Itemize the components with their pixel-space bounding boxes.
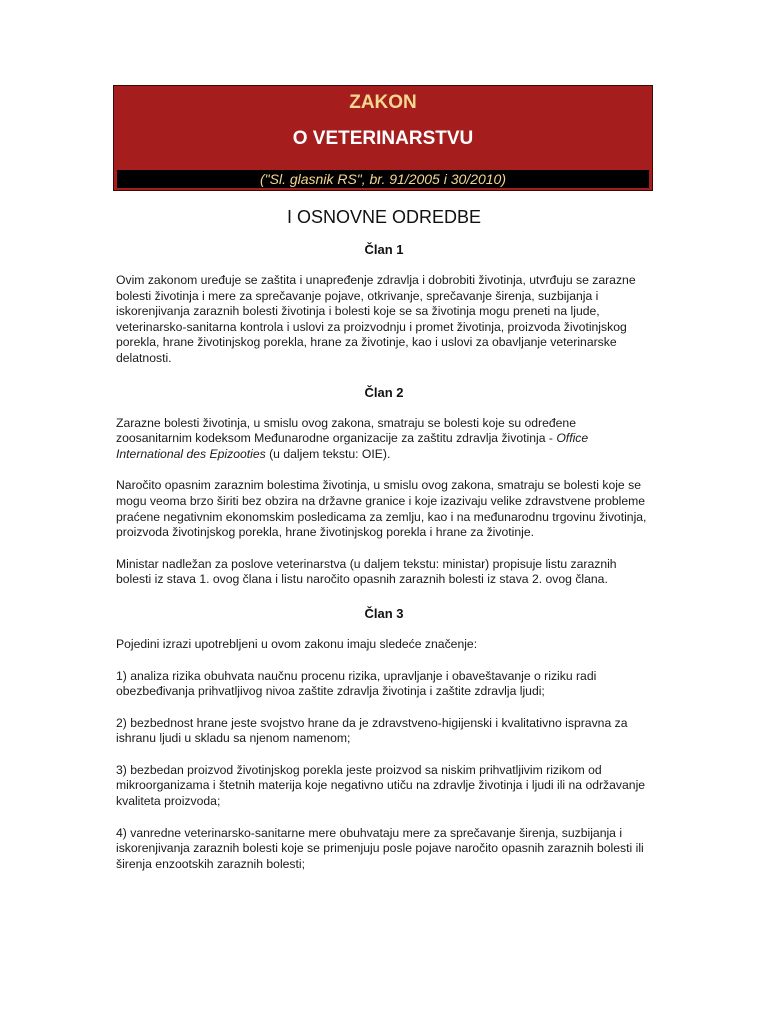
definition-item: 2) bezbednost hrane jeste svojstvo hrane da je zdravstveno-higijenski i kvalitativno ispravna za ishranu ljudi u skladu sa njenom namenom;	[116, 715, 628, 746]
article-paragraph: Ministar nadležan za poslove veterinarstva (u daljem tekstu: ministar) propisuje listu zaraznih bolesti iz stava 1. ovog člana i listu naročito opasnih zaraznih bolesti iz stava 2. ovog člana.	[116, 556, 617, 587]
law-subtitle: O VETERINARSTVU	[292, 128, 474, 149]
section-heading: I OSNOVNE ODREDBE	[286, 207, 482, 227]
article-paragraph: Ovim zakonom uređuje se zaštita i unapređenje zdravlja i dobrobiti životinja, utvrđuju se zarazne bolesti životinja i mere za sprečavanje pojave, otkrivanje, sprečavanje širenja, suzbijanja i iskorenjivanja zaraznih bolesti životinja i bolesti koje se sa životinja mogu preneti na ljude, veterinarsko-sanitarna kontrola i uslovi za proizvodnju i promet životinja, proizvoda životinjskog porekla, hrane životinjskog porekla, hrane za životinje, kao i uslovi za obavljanje veterinarske delatnosti.	[116, 273, 636, 365]
definition-item: 1) analiza rizika obuhvata naučnu procenu rizika, upravljanje i obaveštavanje o riziku radi obezbeđivanja prihvatljivog nivoa zaštite zdravlja životinja i zaštite zdravlja ljudi;	[116, 668, 597, 699]
law-title-banner	[113, 85, 653, 191]
oie-name: Office International des Epizooties	[116, 431, 589, 461]
article-paragraph: Naročito opasnim zaraznim bolestima životinja, u smislu ovog zakona, smatraju se bolesti koje se mogu veoma brzo širiti bez obzira na državne granice i koje izazivaju velike zdravstvene probleme praćene negativnim ekonomskim posledicama za zemlju, kao i na međunarodnu trgovinu životinja, proizvoda životinjskog porekla, hrane životinjskog porekla i hrane za životinje.	[116, 478, 647, 540]
definition-item: 3) bezbedan proizvod životinjskog porekla jeste proizvod sa niskim prihvatljivim rizikom od mikroorganizama i štetnih materija koje negativno utiču na zdravlje životinja i ljudi ili na održavanje kvaliteta proizvoda;	[116, 762, 646, 809]
article-paragraph: Pojedini izrazi upotrebljeni u ovom zakonu imaju sledeće značenje:	[116, 636, 478, 651]
article-title: Član 3	[364, 605, 404, 621]
article-title: Član 2	[364, 384, 404, 400]
gazette-reference: ("Sl. glasnik RS", br. 91/2005 i 30/2010)	[117, 170, 649, 188]
paragraph-text: (u daljem tekstu: OIE).	[265, 446, 391, 461]
document-body	[116, 207, 652, 888]
article-title: Član 1	[364, 242, 404, 257]
definition-item: 4) vanredne veterinarsko-sanitarne mere obuhvataju mere za sprečavanje širenja, suzbijanja i iskorenjivanja zaraznih bolesti koje se primenjuju posle pojave naročito opasnih zaraznih bolesti ili širenja enzootskih zaraznih bolesti;	[116, 825, 644, 871]
article-paragraph	[116, 416, 652, 463]
law-title: ZAKON	[349, 92, 417, 113]
paragraph-text: Zarazne bolesti životinja, u smislu ovog zakona, smatraju se bolesti koje su određene zoosanitarnim kodeksom Međunarodne organizacije za zaštitu zdravlja životinja -	[116, 415, 576, 446]
